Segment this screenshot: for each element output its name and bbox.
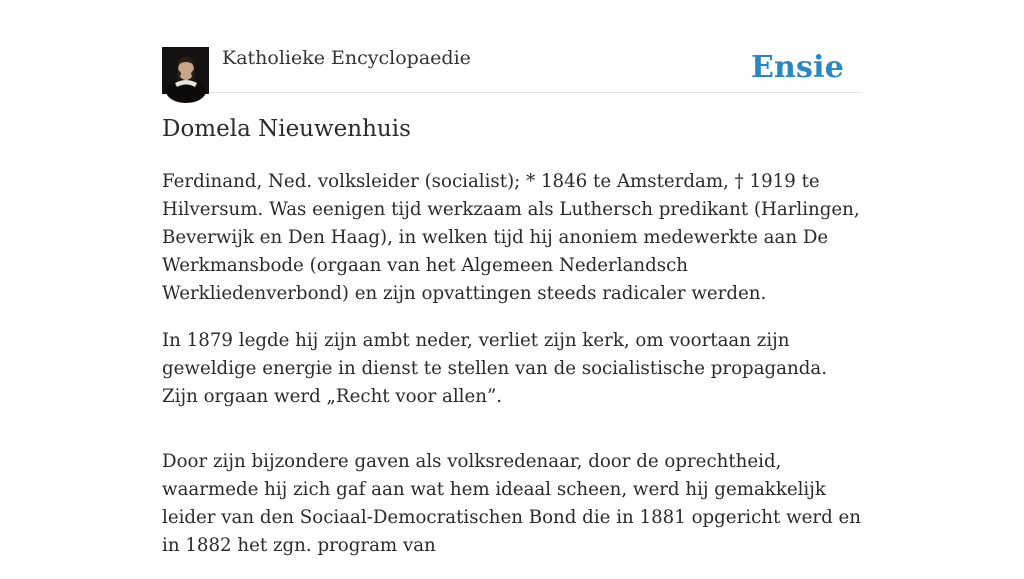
site-name[interactable]: Katholieke Encyclopaedie: [222, 47, 471, 69]
article-body: [162, 168, 862, 579]
page: [162, 0, 862, 556]
site-header: [162, 44, 862, 93]
article-title: Domela Nieuwenhuis: [162, 116, 411, 142]
portrait-avatar-icon[interactable]: [162, 47, 209, 94]
article-paragraph: Door zijn bijzondere gaven als volksredenaar, door de oprechtheid, waarmede hij zich gaf aan wat hem ideaal scheen, werd hij gemakkelijk leider van den Sociaal-Democratischen Bond die in 1881 opgericht werd en in 1882 het zgn. program van: [162, 451, 861, 556]
article-paragraph: Ferdinand, Ned. volksleider (socialist); * 1846 te Amsterdam, † 1919 te Hilversum. Was eenigen tijd werkzaam als Luthersch predikant (Harlingen, Beverwijk en Den Haag), in welken tijd hij anoniem medewerkte aan De Werkmansbode (orgaan van het Algemeen Nederlandsch Werkliedenverbond) en zijn opvattingen steeds radicaler werden.: [162, 171, 860, 304]
ensie-logo[interactable]: Ensie: [750, 50, 844, 85]
article-paragraph: In 1879 legde hij zijn ambt neder, verliet zijn kerk, om voortaan zijn geweldige energie in dienst te stellen van de socialistische propaganda. Zijn orgaan werd „Recht voor allen”.: [162, 330, 827, 407]
